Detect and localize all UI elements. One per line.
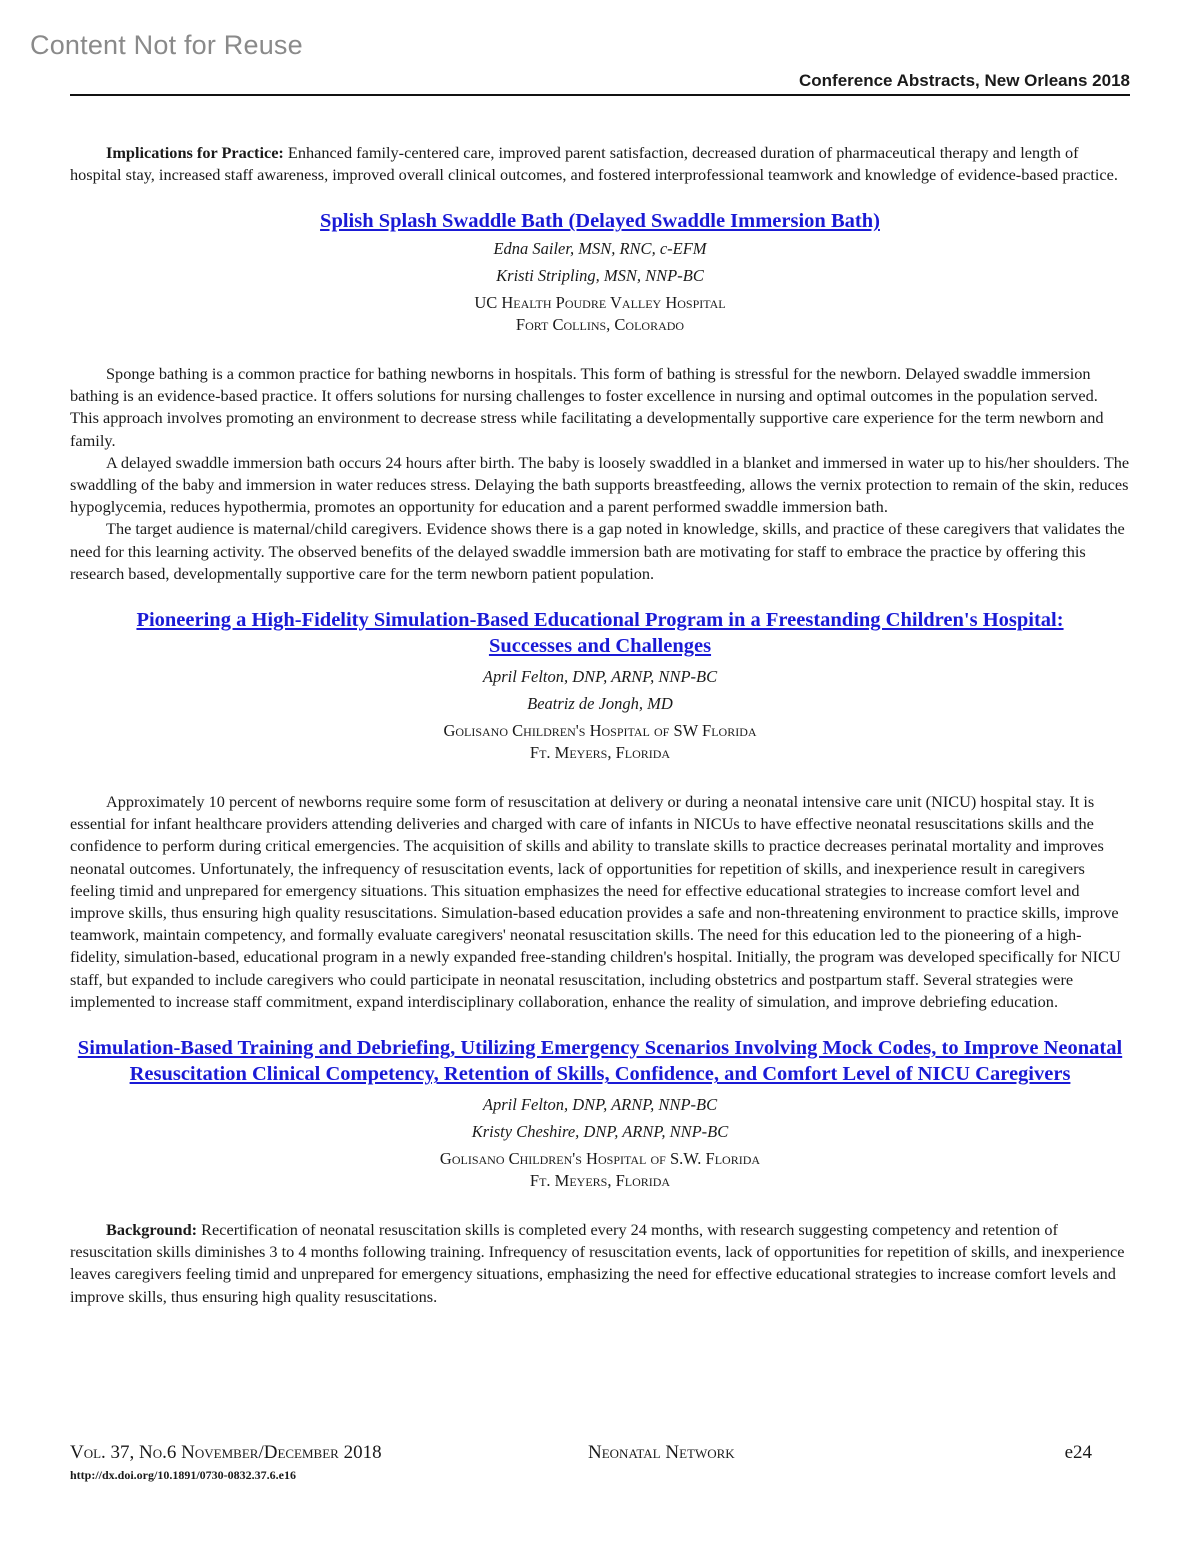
implications-lead: Implications for Practice: xyxy=(106,143,284,162)
background-text: Recertification of neonatal resuscitation skills is completed every 24 months, with research suggesting competency and retention of resuscitation skills diminishes 3 to 4 months following training. Infrequency of resuscitation events, lack of opportunities for repetition of skills, and inexperience leaves caregivers feeling timid and unprepared for emergency situations, emphasizing the need for effective educational strategies to increase comfort levels and improve skills, thus ensuring high quality resuscitations. xyxy=(70,1219,1125,1306)
author-line: Beatriz de Jongh, MD xyxy=(527,693,673,713)
body-paragraph: A delayed swaddle immersion bath occurs 24 hours after birth. The baby is loosely swaddled in a blanket and immersed in water up to his/her shoulders. The swaddling of the baby and immersion in water reduces stress. Delaying the bath supports breastfeeding, allows the vernix protection to remain of the skin, reduces hypoglycemia, reduces hypothermia, promotes an opportunity for education and a parent performed swaddle immersion bath. xyxy=(70,452,1130,517)
background-paragraph xyxy=(70,1219,1130,1308)
location: Fort Collins, Colorado xyxy=(515,314,685,334)
implications-paragraph xyxy=(70,142,1130,186)
abstract-3 xyxy=(70,1035,1130,1308)
author-line: April Felton, DNP, ARNP, NNP-BC xyxy=(482,1094,718,1114)
abstract-title-link[interactable]: Pioneering a High-Fidelity Simulation-Based Educational Program in a Freestanding Children's Hospital: Successes and Challenges xyxy=(136,608,1064,658)
institution: UC Health Poudre Valley Hospital xyxy=(474,292,726,312)
page-number: e24 xyxy=(1064,1442,1092,1463)
watermark: Content Not for Reuse xyxy=(30,30,303,60)
background-lead: Background: xyxy=(106,1219,198,1239)
running-head: Conference Abstracts, New Orleans 2018 xyxy=(70,70,1130,96)
institution: Golisano Children's Hospital of S.W. Florida xyxy=(439,1148,761,1168)
body-paragraph: The target audience is maternal/child caregivers. Evidence shows there is a gap noted in knowledge, skills, and practice of these caregivers that validates the need for this learning activity. The observed benefits of the delayed swaddle immersion bath are motivating for staff to embrace the practice by offering this research based, developmentally supportive care for the term newborn patient population. xyxy=(70,519,1125,583)
implications-text: Enhanced family-centered care, improved parent satisfaction, decreased duration of pharmaceutical therapy and length of hospital stay, increased staff awareness, improved overall clinical outcomes, and fostered interprofessional teamwork and knowledge of evidence-based practice. xyxy=(70,143,1118,185)
volume-issue: Vol. 37, No.6 November/December 2018 xyxy=(70,1442,382,1463)
author-line: Kristy Cheshire, DNP, ARNP, NNP-BC xyxy=(471,1121,729,1141)
doi-link[interactable]: http://dx.doi.org/10.1891/0730-0832.37.6.e16 xyxy=(70,1468,297,1482)
author-line: Edna Sailer, MSN, RNC, c-EFM xyxy=(493,238,707,258)
abstract-title-link[interactable]: Simulation-Based Training and Debriefing, Utilizing Emergency Scenarios Involving Mock Codes, to Improve Neonatal Resuscitation Clinical Competency, Retention of Skills, Confidence, and Comfort Level of NICU Caregivers xyxy=(77,1036,1123,1086)
page-content xyxy=(70,142,1130,1308)
journal-name: Neonatal Network xyxy=(588,1442,735,1463)
institution: Golisano Children's Hospital of SW Florida xyxy=(443,720,757,740)
author-line: April Felton, DNP, ARNP, NNP-BC xyxy=(482,666,718,686)
location: Ft. Meyers, Florida xyxy=(529,1170,671,1190)
location: Ft. Meyers, Florida xyxy=(529,742,671,762)
abstract-1 xyxy=(70,208,1130,585)
abstract-title-link[interactable]: Splish Splash Swaddle Bath (Delayed Swaddle Immersion Bath) xyxy=(320,210,880,233)
author-line: Kristi Stripling, MSN, NNP-BC xyxy=(496,265,704,285)
body-paragraph: Approximately 10 percent of newborns require some form of resuscitation at delivery or during a neonatal intensive care unit (NICU) hospital stay. It is essential for infant healthcare providers attending deliveries and charged with care of infants in NICUs to have effective neonatal resuscitations skills and the confidence to perform during critical emergencies. The acquisition of skills and ability to translate skills to practice decreases perinatal mortality and improves neonatal outcomes. Unfortunately, the infrequency of resuscitation events, lack of opportunities for repetition of skills, and inexperience result in caregivers feeling timid and unprepared for emergency situations. This situation emphasizes the need for effective educational strategies to increase comfort level and improve skills, thus ensuring high quality resuscitations. Simulation-based education provides a safe and non-threatening environment to practice skills, improve teamwork, maintain competency, and formally evaluate caregivers' neonatal resuscitation skills. The need for this education led to the pioneering of a high-fidelity, simulation-based, educational program in a newly expanded free-standing children's hospital. Initially, the program was developed specifically for NICU staff, but expanded to include caregivers who could participate in neonatal resuscitation, including obstetrics and postpartum staff. Several strategies were implemented to increase staff commitment, expand interdisciplinary collaboration, enhance the reality of simulation, and improve debriefing education. xyxy=(70,791,1121,1011)
body-paragraph: Sponge bathing is a common practice for bathing newborns in hospitals. This form of bathing is stressful for the newborn. Delayed swaddle immersion bathing is an evidence-based practice. It offers solutions for nursing challenges to foster excellence in nursing and optimal outcomes in the population served. This approach involves promoting an environment to decrease stress while facilitating a developmentally supportive care experience for the term newborn and family. xyxy=(70,363,1104,450)
abstract-2 xyxy=(70,607,1130,1013)
